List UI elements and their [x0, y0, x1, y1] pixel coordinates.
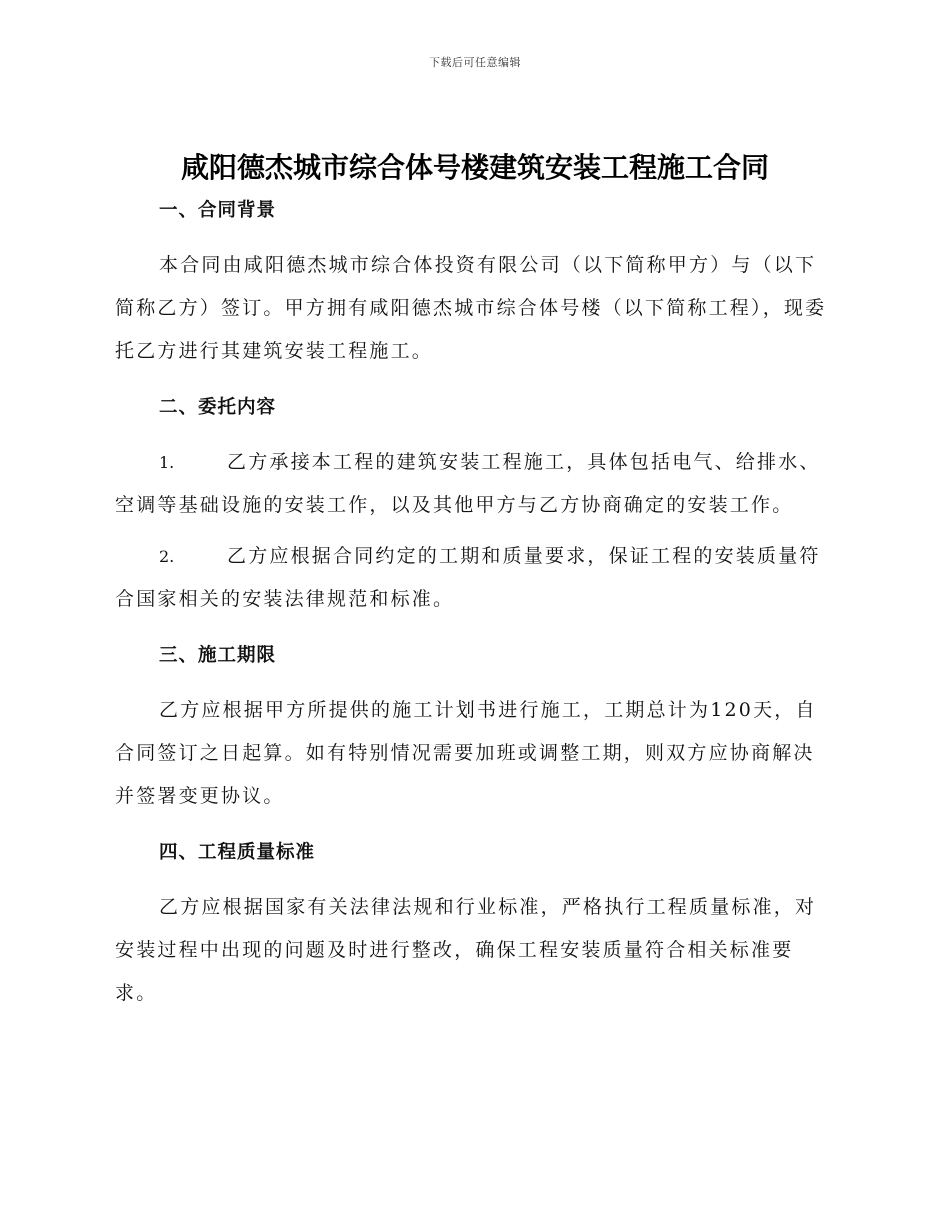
- document-title: 咸阳德杰城市综合体号楼建筑安装工程施工合同: [180, 151, 769, 184]
- section-schedule: [115, 641, 835, 818]
- section-heading: 一、合同背景: [159, 200, 277, 221]
- section-heading: 三、施工期限: [159, 645, 277, 666]
- list-item: [115, 535, 835, 621]
- section-heading: 四、工程质量标准: [159, 842, 316, 863]
- list-item: [115, 441, 835, 527]
- section-paragraph: 乙方应根据国家有关法律法规和行业标准，严格执行工程质量标准，对安装过程中出现的问题及时进行整改，确保工程安装质量符合相关标准要求。: [115, 896, 817, 1004]
- section-paragraph: 乙方应根据甲方所提供的施工计划书进行施工，工期总计为120天，自合同签订之日起算。如有特别情况需要加班或调整工期，则双方应协商解决并签署变更协议。: [115, 699, 817, 807]
- list-item-text: 乙方应根据合同约定的工期和质量要求，保证工程的安装质量符合国家相关的安装法律规范和标准。: [115, 545, 821, 610]
- section-scope: [115, 393, 835, 621]
- section-paragraph: 本合同由咸阳德杰城市综合体投资有限公司（以下简称甲方）与（以下简称乙方）签订。甲方拥有咸阳德杰城市综合体号楼（以下简称工程），现委托乙方进行其建筑安装工程施工。: [115, 254, 827, 362]
- list-item-text: 乙方承接本工程的建筑安装工程施工，具体包括电气、给排水、空调等基础设施的安装工作，以及其他甲方与乙方协商确定的安装工作。: [115, 451, 821, 516]
- document-body: [115, 196, 835, 1015]
- section-quality: [115, 838, 835, 1015]
- section-heading: 二、委托内容: [159, 397, 277, 418]
- list-item-number: 2.: [159, 547, 175, 566]
- list-item-number: 1.: [159, 453, 175, 472]
- section-background: [115, 196, 835, 373]
- header-note: 下载后可任意编辑: [429, 56, 521, 69]
